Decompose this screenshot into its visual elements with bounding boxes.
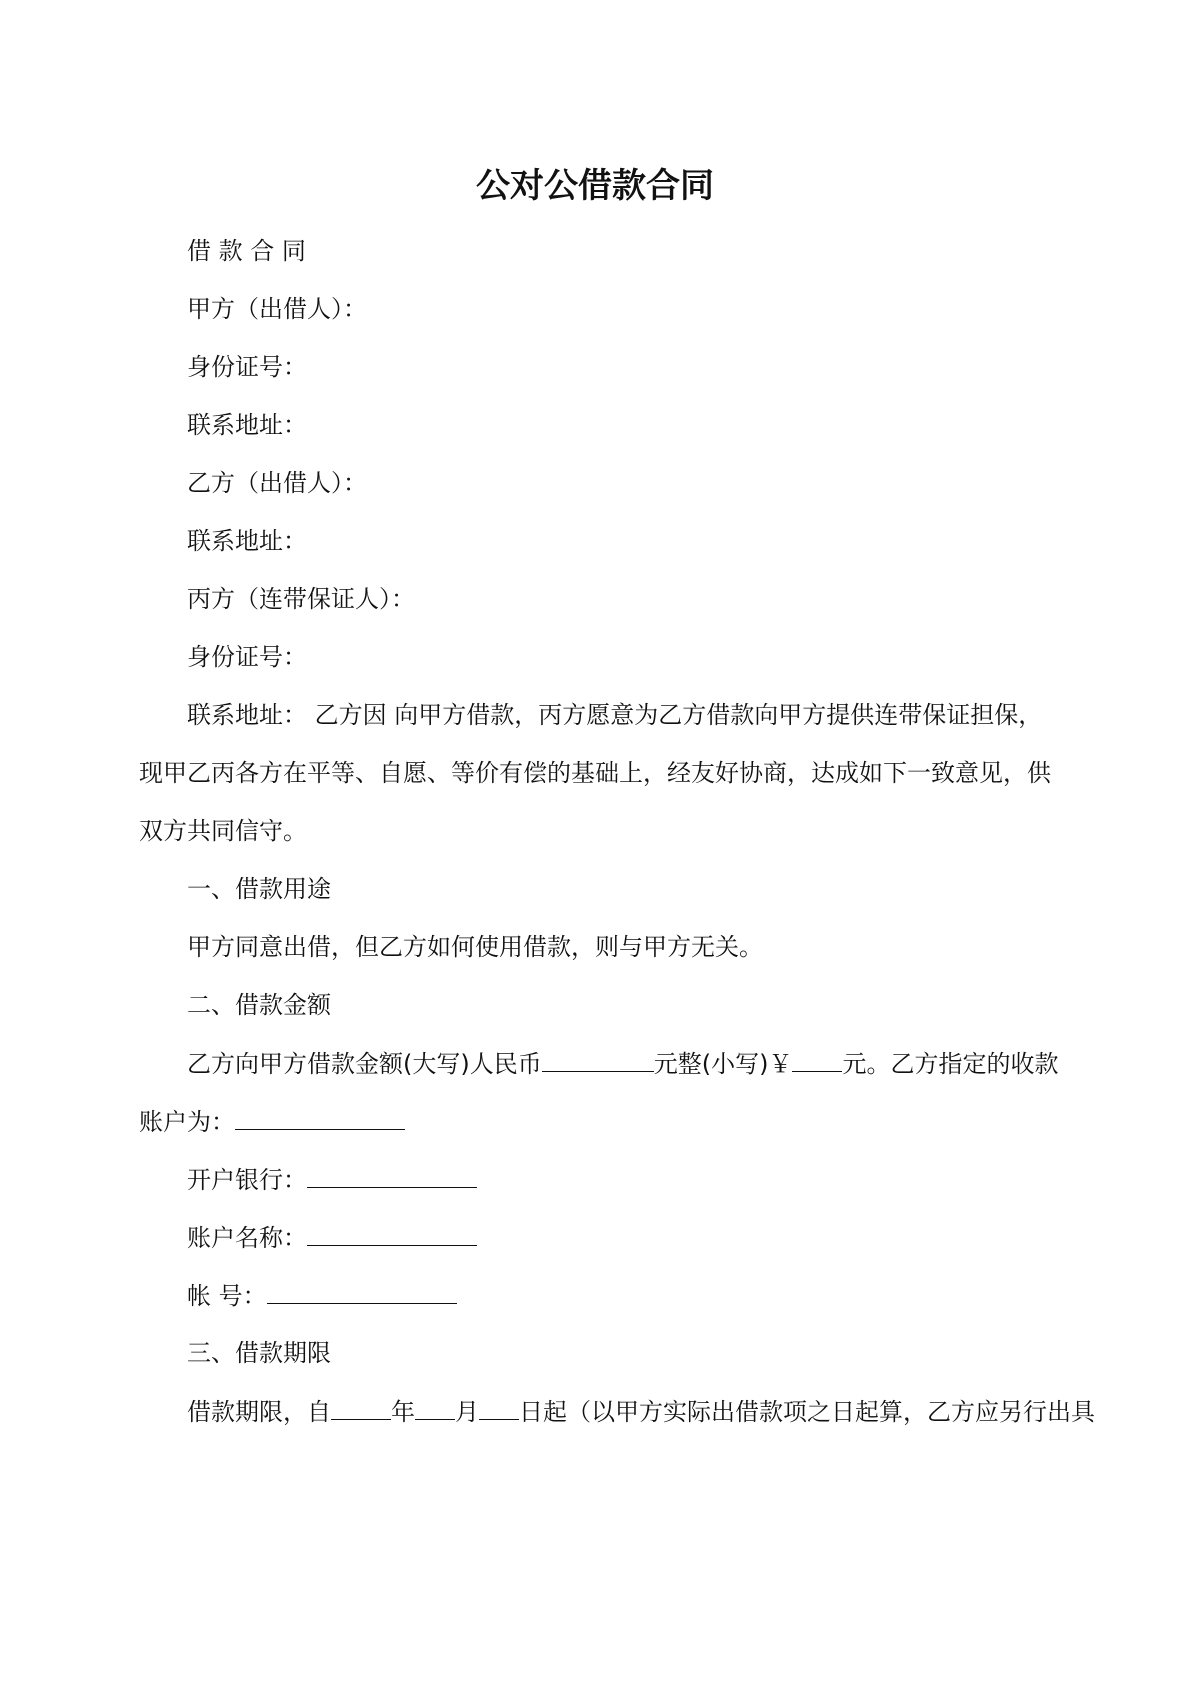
party-a-address-field: 联系地址： bbox=[187, 411, 307, 439]
account-blank[interactable] bbox=[235, 1105, 405, 1130]
term-line bbox=[187, 1395, 1095, 1428]
party-a-field: 甲方（出借人）： bbox=[187, 295, 367, 323]
amount-numeric-blank[interactable] bbox=[792, 1047, 842, 1072]
amount-uppercase-blank[interactable] bbox=[542, 1047, 654, 1072]
account-number-line bbox=[187, 1279, 457, 1312]
term-text: 借款期限，自 bbox=[187, 1398, 331, 1426]
section-text-purpose: 甲方同意出借，但乙方如何使用借款，则与甲方无关。 bbox=[187, 933, 763, 961]
bank-label: 开户银行： bbox=[187, 1166, 307, 1194]
party-b-field: 乙方（出借人）： bbox=[187, 469, 367, 497]
term-text: 月 bbox=[455, 1398, 479, 1426]
section-heading-term: 三、借款期限 bbox=[187, 1339, 331, 1367]
account-number-blank[interactable] bbox=[267, 1279, 457, 1304]
term-text: 日起（以甲方实际出借款项之日起算，乙方应另行出具 bbox=[519, 1398, 1095, 1426]
party-b-address-field: 联系地址： bbox=[187, 527, 307, 555]
intro-paragraph-line: 双方共同信守。 bbox=[139, 817, 307, 845]
amount-text: 元整(小写)￥ bbox=[653, 1050, 793, 1078]
term-day-blank[interactable] bbox=[479, 1395, 519, 1420]
term-text: 年 bbox=[391, 1398, 415, 1426]
contract-heading: 借 款 合 同 bbox=[187, 237, 306, 265]
bank-blank[interactable] bbox=[307, 1163, 477, 1188]
account-name-label: 账户名称： bbox=[187, 1224, 307, 1252]
amount-text: 乙方向甲方借款金额(大写)人民币 bbox=[187, 1050, 542, 1078]
account-name-line bbox=[187, 1221, 477, 1254]
section-heading-purpose: 一、借款用途 bbox=[187, 875, 331, 903]
section-heading-amount: 二、借款金额 bbox=[187, 991, 331, 1019]
account-name-blank[interactable] bbox=[307, 1221, 477, 1246]
amount-line bbox=[187, 1047, 1058, 1080]
term-month-blank[interactable] bbox=[415, 1395, 455, 1420]
document-title: 公对公借款合同 bbox=[476, 166, 714, 206]
account-label: 账户为： bbox=[139, 1108, 235, 1136]
party-c-field: 丙方（连带保证人）： bbox=[187, 585, 415, 613]
party-a-id-field: 身份证号： bbox=[187, 353, 307, 381]
intro-paragraph-line: 联系地址： 乙方因 向甲方借款，丙方愿意为乙方借款向甲方提供连带保证担保， bbox=[187, 701, 1043, 729]
bank-line bbox=[187, 1163, 477, 1196]
account-number-label: 帐 号： bbox=[187, 1282, 267, 1310]
term-year-blank[interactable] bbox=[331, 1395, 391, 1420]
party-c-id-field: 身份证号： bbox=[187, 643, 307, 671]
amount-text: 元。乙方指定的收款 bbox=[842, 1050, 1059, 1078]
intro-paragraph-line: 现甲乙丙各方在平等、自愿、等价有偿的基础上，经友好协商，达成如下一致意见，供 bbox=[139, 759, 1051, 787]
account-line bbox=[139, 1105, 405, 1138]
